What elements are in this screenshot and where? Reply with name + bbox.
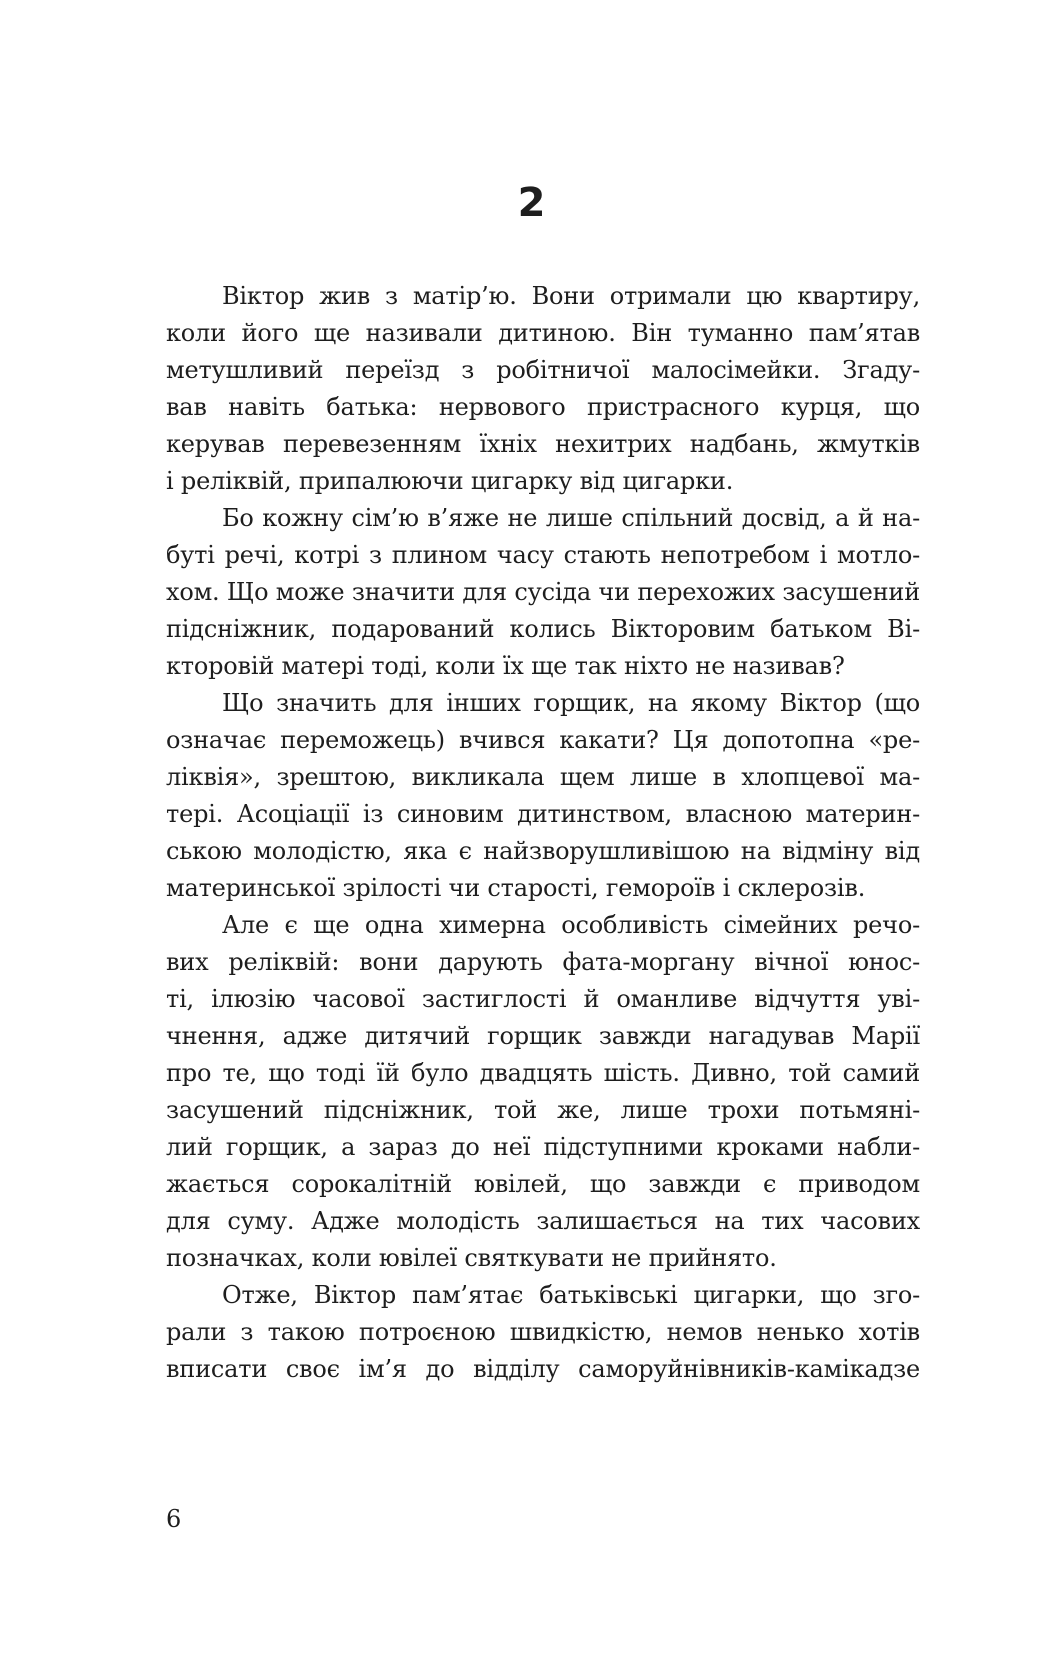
text-line: хом. Що може значити для сусіда чи перехожих засушений [166, 578, 920, 606]
paragraph [166, 685, 920, 907]
text-line: лий горщик, а зараз до неї підступними кроками набли- [166, 1133, 920, 1161]
text-line: метушливий переїзд з робітничої малосімейки. Згаду- [166, 356, 920, 384]
body-text [166, 278, 920, 1388]
text-line: ті, ілюзію часової застиглості й оманливе відчуття уві- [166, 985, 920, 1013]
text-line: жається сорокалітній ювілей, що завжди є приводом [166, 1170, 920, 1198]
text-line: про те, що тоді їй було двадцять шість. Дивно, той самий [166, 1059, 920, 1087]
text-line: буті речі, котрі з плином часу стають непотребом і мотло- [166, 541, 920, 569]
text-line: Отже, Віктор пам’ятає батьківські цигарки, що зго- [222, 1281, 920, 1309]
paragraph [166, 907, 920, 1277]
text-line: керував перевезенням їхніх нехитрих надбань, жмутків [166, 430, 920, 458]
text-line: ліквія», зрештою, викликала щем лише в хлопцевої ма- [166, 763, 920, 791]
text-line: вписати своє ім’я до відділу саморуйнівників-камікадзе [166, 1355, 920, 1383]
text-line: ською молодістю, яка є найзворушливішою на відміну від [166, 837, 920, 865]
text-line: чнення, адже дитячий горщик завжди нагадував Марії [166, 1022, 920, 1050]
text-line: позначках, коли ювілеї святкувати не прийнято. [166, 1244, 777, 1272]
text-line: тері. Асоціації із синовим дитинством, власною материн- [166, 800, 920, 828]
text-line: вав навіть батька: нервового пристрасного курця, що [166, 393, 920, 421]
text-line: і реліквій, припалюючи цигарку від цигарки. [166, 467, 734, 495]
text-line: Бо кожну сім’ю в’яже не лише спільний досвід, а й на- [222, 504, 920, 532]
text-line: вих реліквій: вони дарують фата-моргану вічної юнос- [166, 948, 920, 976]
page-number: 6 [166, 1505, 182, 1533]
text-line: Що значить для інших горщик, на якому Віктор (що [222, 689, 920, 717]
text-line: Але є ще одна химерна особливість сімейних речо- [222, 911, 920, 939]
text-line: означає переможець) вчився какати? Ця допотопна «ре- [166, 726, 920, 754]
text-line: підсніжник, подарований колись Вікторовим батьком Ві- [166, 615, 920, 643]
text-line: засушений підсніжник, той же, лише трохи потьмяні- [166, 1096, 920, 1124]
text-line: рали з такою потроєною швидкістю, немов ненько хотів [166, 1318, 920, 1346]
paragraph [166, 278, 920, 500]
text-line: материнської зрілості чи старості, гемороїв і склерозів. [166, 874, 866, 902]
text-line: коли його ще називали дитиною. Він туманно пам’ятав [166, 319, 920, 347]
text-line: кторовій матері тоді, коли їх ще так ніхто не називав? [166, 652, 845, 680]
chapter-number: 2 [517, 180, 546, 226]
text-line: Віктор жив з матір’ю. Вони отримали цю квартиру, [222, 282, 920, 310]
paragraph [166, 500, 920, 685]
paragraph [166, 1277, 920, 1388]
text-line: для суму. Адже молодість залишається на тих часових [166, 1207, 920, 1235]
